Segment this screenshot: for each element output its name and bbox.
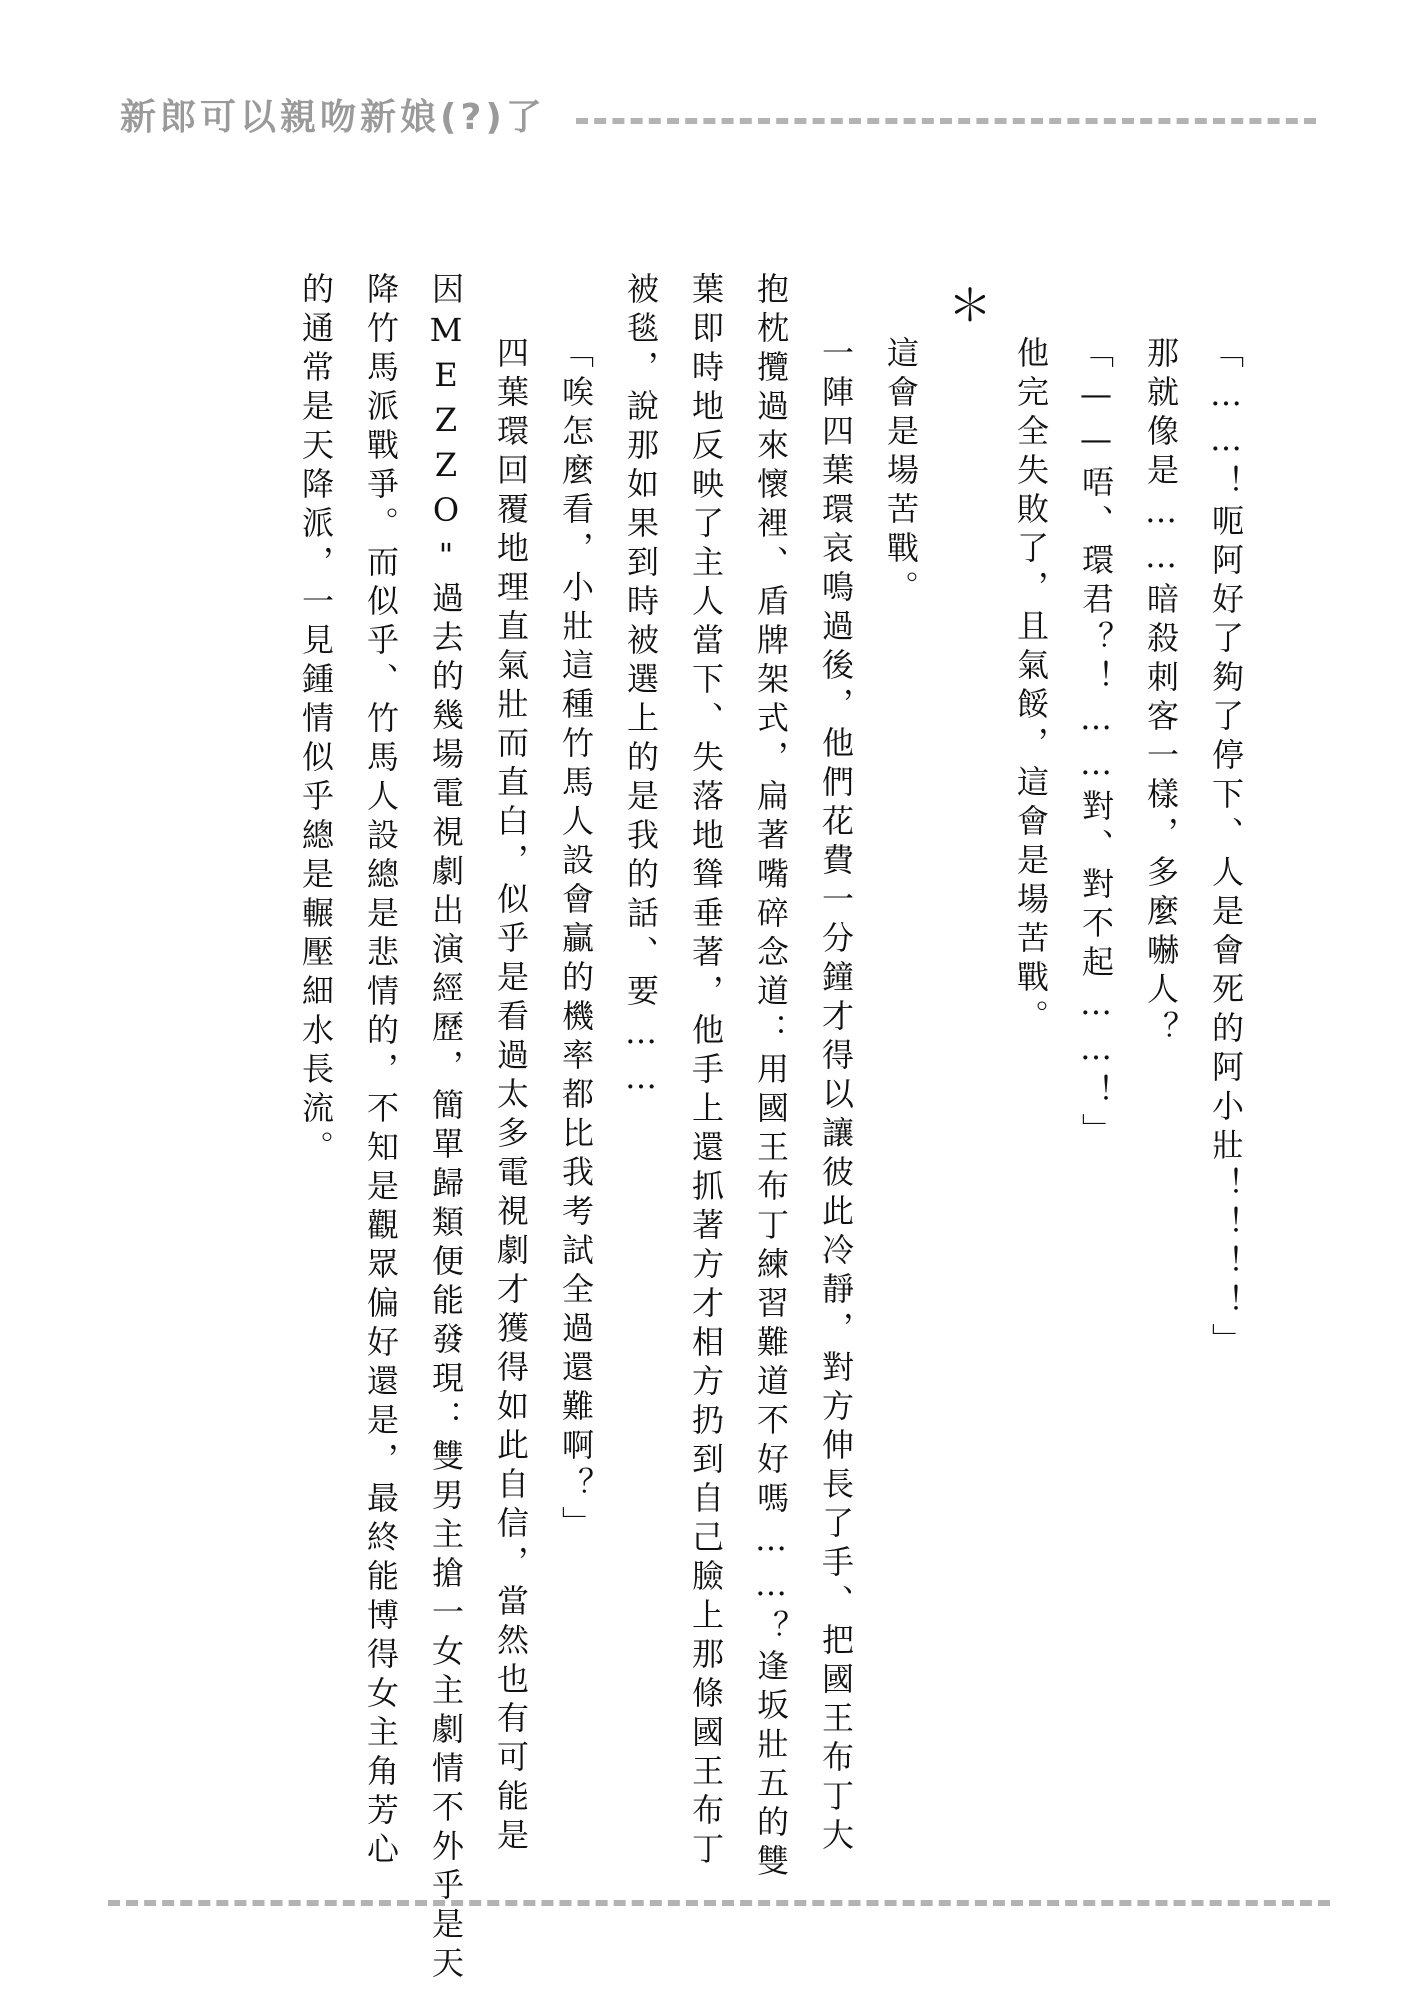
dialogue-line: 「……！呃阿好了夠了停下、人是會死的阿小壯！！！！」 (1207, 336, 1245, 1362)
paragraph-line: 的通常是天降派，一見鍾情似乎總是輾壓細水長流。 (297, 272, 335, 1169)
paragraph-line: 那就像是……暗殺刺客一樣，多麼嚇人？ (1142, 336, 1180, 1050)
paragraph-line: 降竹馬派戰爭。而似乎、竹馬人設總是悲情的，不知是觀眾偏好還是，最終能博得女主角芳心 (362, 272, 400, 1871)
paragraph-line: 一陣四葉環哀鳴過後，他們花費一分鐘才得以讓彼此冷靜，對方伸長了手、把國王布丁大 (817, 336, 855, 1857)
paragraph-line: 抱枕攬過來懷裡、盾牌架式，扁著嘴碎念道：用國王布丁練習難道不好嗎……？逢坂壯五的雙 (752, 272, 790, 1883)
paragraph-line: 四葉環回覆地理直氣壯而直白，似乎是看過太多電視劇才獲得如此自信，當然也有可能是 (492, 336, 530, 1857)
dialogue-line: 「唉怎麼看，小壯這種竹馬人設會贏的機率都比我考試全過還難啊？」 (557, 336, 595, 1545)
paragraph-line: 葉即時地反映了主人當下、失落地聳垂著，他手上還抓著方才相方扔到自己臉上那條國王布丁 (687, 272, 725, 1871)
running-title: 新郎可以親吻新娘(?)了 (120, 97, 546, 138)
header-dashed-rule (576, 118, 1316, 124)
paragraph-line: 這會是場苦戰。 (882, 336, 920, 609)
vertical-body-text (283, 272, 1258, 1985)
section-break-asterisk: ＊ (940, 282, 991, 333)
paragraph-line: 被毯，說那如果到時被選上的是我的話、要…… (622, 272, 660, 1103)
footer-dashed-rule (108, 1900, 1330, 1906)
paragraph-line: 因MEZZO"過去的幾場電視劇出演經歷，簡單歸類便能發現：雙男主搶一女主劇情不外乎是天 (427, 272, 465, 1985)
paragraph-line: 他完全失敗了，且氣餒，這會是場苦戰。 (1012, 336, 1050, 1038)
dialogue-line: 「——唔、環君？！……對、對不起……！」 (1077, 336, 1115, 1152)
